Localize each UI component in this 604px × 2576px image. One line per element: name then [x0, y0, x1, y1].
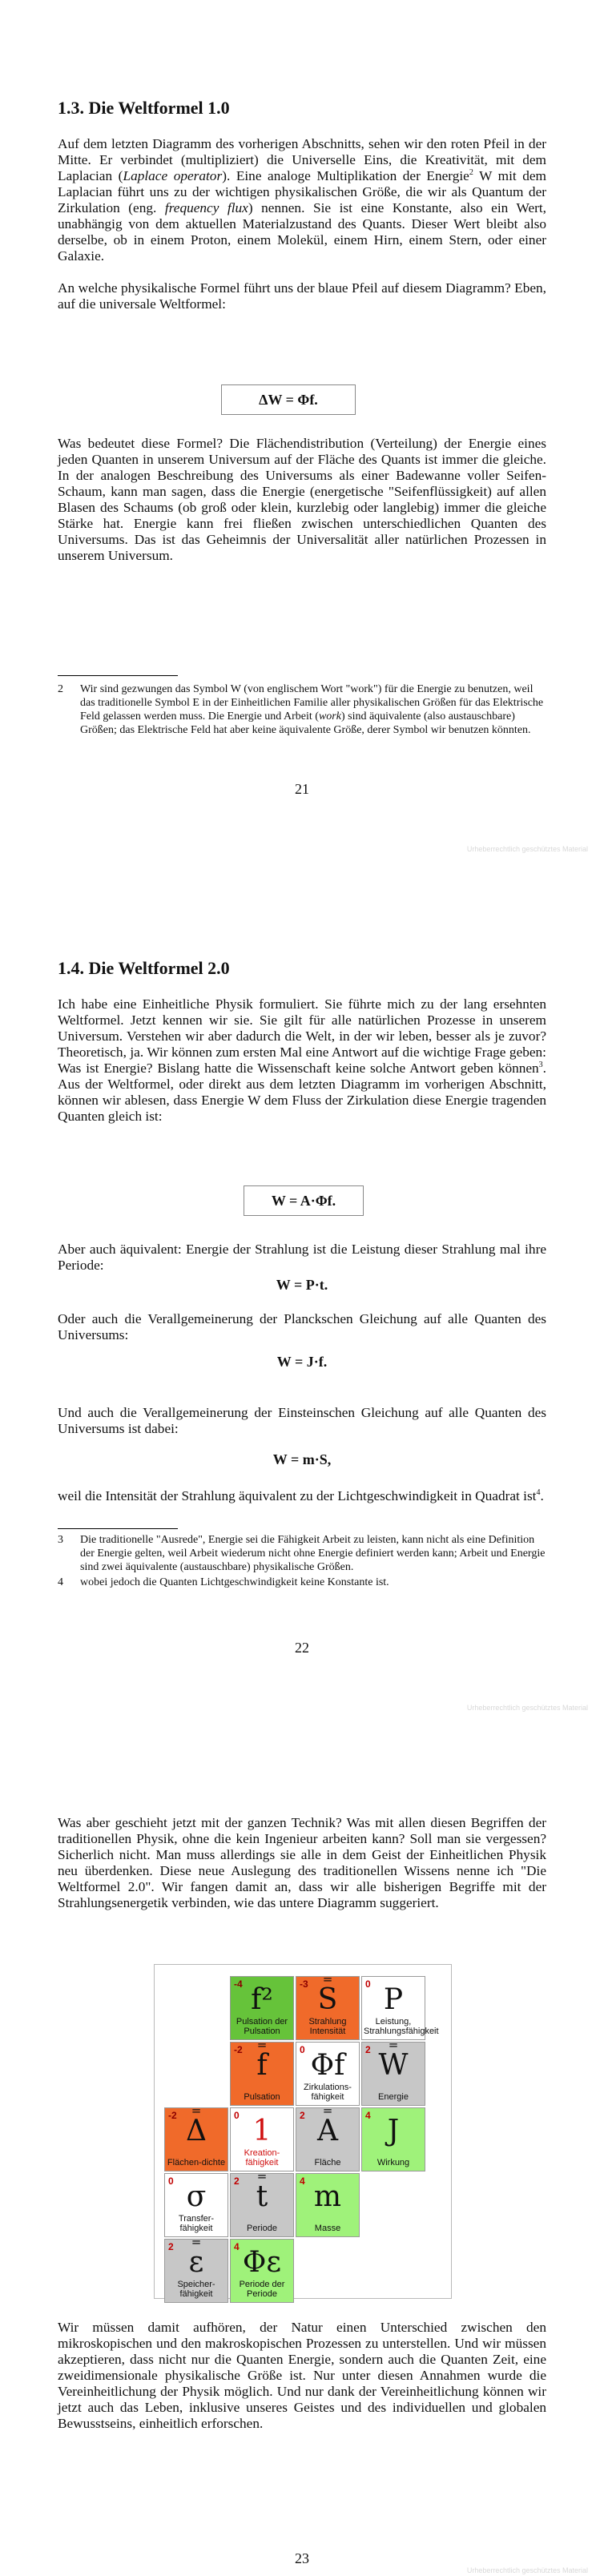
page-22 — [0, 859, 604, 1717]
quantity-cell — [361, 1976, 439, 2040]
quantity-cell — [361, 2038, 425, 2106]
footnote-separator — [58, 675, 178, 676]
cell-symbol: 1 — [252, 2115, 272, 2147]
cell-symbol: Φf — [310, 2049, 345, 2082]
formula-planck: W = J·f. — [276, 1354, 328, 1370]
cell-label: Periode — [247, 2224, 277, 2233]
cell-overline: = — [256, 2038, 268, 2052]
physical-quantities-diagram — [154, 1964, 452, 2299]
cell-symbol: t — [256, 2180, 268, 2213]
cell-label: Flächen-dichte — [167, 2158, 226, 2167]
cell-symbol: W — [378, 2049, 409, 2082]
cell-symbol: Φε — [242, 2246, 282, 2279]
quantity-cell — [296, 2173, 360, 2237]
cell-symbol: f² — [251, 1983, 273, 2016]
paragraph-einheitliche-physik: Ich habe eine Einheitliche Physik formuliert. Sie führte mich zu der lang ersehnten Weltformel. Jetzt kennen wir sie. Sie gilt für alle natürlichen Prozesse in unserem Universum. Verstehen wir aber dadurch die Welt, in der wir leben, besser als je zuvor? Theoretisch, ja. Wir können zum ersten Mal eine Antwort auf die wichtige Frage geben: Was ist Energie? Bislang hatte die Wissenschaft keine solche Antwort geben können$^3$. Aus der Weltformel, oder direkt aus dem letzten Diagramm im vorherigen Abschnitt, können wir ablesen, dass Energie W dem Fluss der Zirkulation diese Energie tragenden Quanten gleich ist: — [58, 996, 546, 1124]
formula-weltformel-1: ΔW = Φf. — [221, 384, 356, 415]
section-heading-1-3: 1.3. Die Weltformel 1.0 — [58, 98, 230, 118]
paragraph-meaning: Was bedeutet diese Formel? Die Flächendistribution (Verteilung) der Energie eines jeden Quanten in unserem Universum auf der Fläche des Quants ist immer die gleiche. In der analogen Beschreibung des Universums als einer Badewanne voller Seifen-Schaum, kann man sagen, dass die Energie (energetische "Seifenflüssigkeit) auf allen Blasen des Schaums (ob groß oder klein, kurzlebig oder langlebig) immer die gleiche Stärke hat. Energie kann frei fließen zwischen unterschiedlichen Quanten des Universums. Das ist das Geheimnis der Universalität aller natürlichen Prozessen in unserem Universum. — [58, 436, 546, 563]
page-number-23: 23 — [295, 2550, 309, 2566]
watermark: Urheberrechtlich geschütztes Material — [466, 845, 588, 853]
cell-symbol: Δ — [186, 2115, 207, 2147]
cell-label: Pulsation der Pulsation — [236, 2017, 288, 2036]
page-21-content — [58, 98, 546, 312]
quantity-cell — [164, 2103, 228, 2171]
cell-label: Zirkulations-fähigkeit — [304, 2083, 352, 2102]
paragraph-einstein: Und auch die Verallgemeinerung der Einsteinschen Gleichung auf alle Quanten des Universums ist dabei: — [58, 1405, 546, 1436]
cell-exponent: -2 — [168, 2110, 177, 2121]
cell-exponent: 4 — [365, 2110, 371, 2121]
cell-exponent: 2 — [300, 2110, 305, 2121]
cell-exponent: -2 — [234, 2044, 243, 2055]
cell-label: Masse — [314, 2224, 341, 2233]
formula-einstein: W = m·S, — [272, 1451, 332, 1467]
cell-symbol: S — [317, 1983, 338, 2016]
cell-exponent: 0 — [365, 1978, 371, 1990]
section-heading-1-4: 1.4. Die Weltformel 2.0 — [58, 958, 230, 978]
quantity-cell — [230, 2169, 294, 2237]
watermark: Urheberrechtlich geschütztes Material — [466, 1704, 588, 1712]
cell-exponent: 0 — [234, 2110, 240, 2121]
page-23 — [0, 1717, 604, 2576]
page-21 — [0, 0, 604, 859]
paragraph-natur: Wir müssen damit aufhören, der Natur einen Unterschied zwischen den mikroskopischen und den makroskopischen Prozessen zu unterstellen. Und wir müssen akzeptieren, dass nicht nur die Quanten Energie, sondern auch die Quanten Zeit, eine zweidimensionale physikalische Größe ist. Nur unter diesen Annahmen wurde die Vereinheitlichung der Physik möglich. Und nur dank der Vereinheitlichung können wir jetzt auch das Leben, inklusive unseres Geistes und des individuellen und globalen Bewusstseins, einheitlich erforschen. — [58, 2320, 546, 2431]
quantity-cell — [230, 1976, 294, 2040]
cell-overline: = — [191, 2235, 202, 2249]
footnote-ref-4[interactable]: 4 — [536, 1488, 541, 1498]
cell-symbol: P — [383, 1983, 404, 2016]
cell-overline: = — [322, 1972, 333, 1986]
cell-overline: = — [191, 2103, 202, 2118]
cell-overline: = — [322, 2103, 333, 2118]
cell-overline: = — [256, 2169, 268, 2184]
quantity-cell — [296, 2103, 360, 2171]
footnote-3: 3 Die traditionelle "Ausrede", Energie sei die Fähigkeit Arbeit zu leisten, kann nicht als eine Definition der Energie gelten, weil Arbeit wiederum nicht ohne Energie definiert werden kann; Arbeit und Energie sind zwei äquivalente (austauschbare) physikalische Größen. — [58, 1534, 546, 1573]
page-number-21: 21 — [295, 781, 309, 797]
cell-label: Leistung, Strahlungsfähigkeit — [364, 2017, 439, 2036]
cell-exponent: 0 — [168, 2176, 174, 2187]
footnote-ref-2[interactable]: 2 — [469, 168, 473, 178]
page-number-22: 22 — [295, 1640, 309, 1656]
footnote-ref-3[interactable]: 3 — [538, 1061, 543, 1070]
cell-exponent: 4 — [300, 2176, 305, 2187]
cell-exponent: 4 — [234, 2241, 240, 2252]
cell-symbol: A — [317, 2115, 338, 2147]
cell-label: Periode der Periode — [239, 2280, 285, 2299]
footnote-4: 4 wobei jedoch die Quanten Lichtgeschwindigkeit keine Konstante ist. — [58, 1576, 389, 1588]
formula-weltformel-2: W = A·Φf. — [244, 1185, 364, 1216]
cell-exponent: -4 — [234, 1978, 243, 1990]
paragraph-laplacian: Auf dem letzten Diagramm des vorherigen Abschnitts, sehen wir den roten Pfeil in der Mitte. Er verbindet (multipliziert) die Universelle Eins, die Kreativität, mit dem Laplacian (Laplace operator). Eine analoge Multiplikation der Energie$^2$ W mit dem Laplacian führt uns zu der wichtigen physikalischen Größe, die wir als Quantum der Zirkulation (eng. frequency flux) nennen. Sie ist eine Konstante, also ein Wert, unabhängig von dem aktuellen Materialzustand des Quants. Dieser Wert bleibt also derselbe, ob in einem Proton, einem Molekül, einem Hirn, einem Stern, oder einer Galaxie. — [58, 136, 547, 264]
cell-label: Fläche — [314, 2158, 341, 2167]
footnote-separator — [58, 1528, 178, 1529]
quantity-cell — [296, 2042, 360, 2106]
paragraph-technik: Was aber geschieht jetzt mit der ganzen Technik? Was mit allen diesen Begriffen der traditionellen Physik, ohne die kein Ingenieur arbeiten kann? Soll man sie vergessen? Sicherlich nicht. Man muss allerdings sie alle in dem Geist der Einheitlichen Physik neu überdenken. Diese neue Auslegung des traditionellen Wissens nenne ich "Die Weltformel 2.0". Wir fangen damit an, dass wir alle bisherigen Begriffe mit der Strahlungsenergetik verbinden, wie das untere Diagramm suggeriert. — [58, 1815, 546, 1910]
cell-exponent: -3 — [300, 1978, 308, 1990]
cell-symbol: σ — [186, 2180, 207, 2213]
cell-label: Kreation-fähigkeit — [244, 2148, 280, 2167]
paragraph-strahlung: Aber auch äquivalent: Energie der Strahlung ist die Leistung dieser Strahlung mal ihre Periode: — [58, 1242, 546, 1273]
watermark: Urheberrechtlich geschütztes Material — [466, 2566, 588, 2574]
cell-label: Energie — [378, 2092, 409, 2102]
paragraph-blue-arrow: An welche physikalische Formel führt uns der blaue Pfeil auf diesem Diagramm? Eben, auf die universale Weltformel: — [58, 280, 546, 312]
quantity-cell — [296, 1972, 360, 2040]
quantity-cell — [361, 2107, 425, 2171]
cell-exponent: 2 — [168, 2241, 174, 2252]
cell-label: Strahlung Intensität — [308, 2017, 347, 2036]
cell-symbol: m — [313, 2180, 342, 2213]
cell-symbol: ε — [188, 2246, 204, 2279]
paragraph-planck: Oder auch die Verallgemeinerung der Planckschen Gleichung auf alle Quanten des Universums: — [58, 1311, 546, 1342]
cell-label: Speicher-fähigkeit — [177, 2280, 215, 2299]
quantity-cell — [164, 2173, 228, 2237]
quantity-cell — [230, 2239, 294, 2303]
cell-exponent: 0 — [300, 2044, 305, 2055]
quantity-cell — [230, 2038, 294, 2106]
quantity-cell — [230, 2107, 294, 2171]
footnote-2: 2 Wir sind gezwungen das Symbol W (von englischem Wort "work") für die Energie zu benutzen, weil das traditionelle Symbol E in der Einheitlichen Familie aller physikalischen Größen für das Elektrische Feld gelassen werden muss. Die Energie und Arbeit (work) sind äquivalente (also austauschbare) Größen; das Elektrische Feld hat aber keine äquivalente Größe, derer Symbol wir benutzen könnten. — [58, 683, 544, 736]
cell-exponent: 2 — [365, 2044, 371, 2055]
cell-symbol: f — [256, 2049, 268, 2082]
cell-label: Wirkung — [376, 2158, 410, 2167]
cell-label: Transfer-fähigkeit — [178, 2214, 215, 2233]
paragraph-intensitaet: weil die Intensität der Strahlung äquivalent zu der Lichtgeschwindigkeit in Quadrat ist$^4$. — [58, 1488, 544, 1503]
formula-power-period: W = P·t. — [276, 1277, 328, 1293]
cell-label: Pulsation — [244, 2092, 280, 2102]
cell-symbol: J — [387, 2115, 400, 2147]
cell-overline: = — [388, 2038, 399, 2052]
quantity-cell — [164, 2235, 228, 2303]
cell-exponent: 2 — [234, 2176, 240, 2187]
